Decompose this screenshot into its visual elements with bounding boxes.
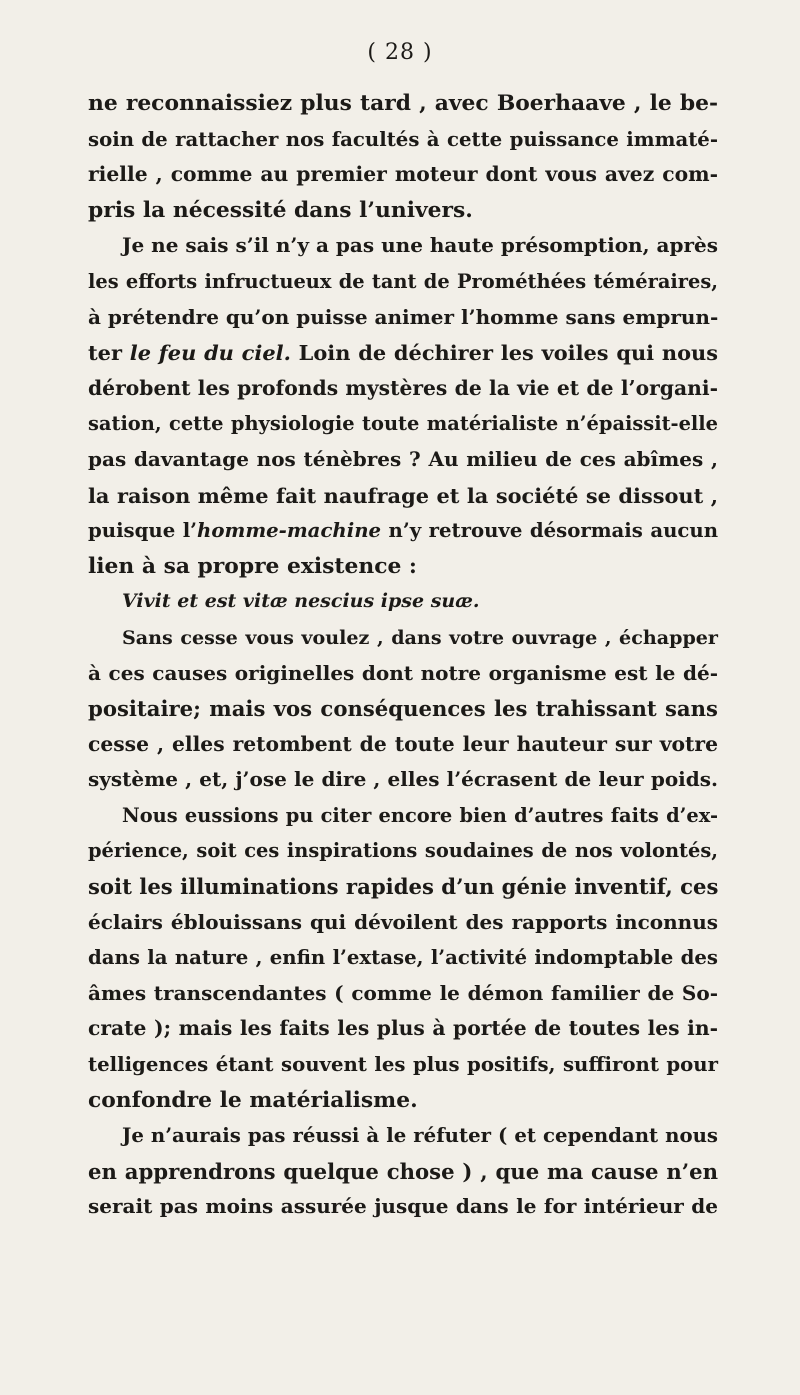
- text-line: pris la nécessité dans l’univers.: [88, 197, 473, 223]
- text-line: pas davantage nos ténèbres ? Au milieu de ces abîmes ,: [88, 446, 718, 471]
- text-line: à ces causes originelles dont notre organisme est le dé-: [88, 660, 718, 685]
- text-line: cesse , elles retombent de toute leur hauteur sur votre: [88, 731, 718, 756]
- italic-phrase: le feu du ciel.: [129, 340, 291, 366]
- text-line: [88, 513, 718, 549]
- text-line: positaire; mais vos conséquences les trahissant sans: [88, 696, 718, 722]
- text-line: confondre le matérialisme.: [88, 1087, 418, 1113]
- text-line: telligences étant souvent les plus positifs, suffiront pour: [88, 1053, 718, 1077]
- text-run: puisque l’: [88, 519, 198, 543]
- text-line: sation, cette physiologie toute matérialiste n’épaissit-elle: [88, 412, 718, 436]
- text-line: lien à sa propre existence :: [88, 553, 417, 579]
- text-line: âmes transcendantes ( comme le démon familier de So-: [88, 980, 718, 1005]
- text-line: éclairs éblouissans qui dévoilent des rapports inconnus: [88, 909, 718, 934]
- text-line: serait pas moins assurée jusque dans le for intérieur de: [88, 1194, 718, 1219]
- italic-phrase: homme-machine: [197, 519, 382, 543]
- text-line: à prétendre qu’on puisse animer l’homme sans emprun-: [88, 304, 719, 329]
- latin-quotation: Vivit et est vitæ nescius ipse suæ.: [122, 590, 480, 613]
- text-line: Je ne sais s’il n’y a pas une haute présomption, après: [122, 233, 718, 258]
- text-line: Je n’aurais pas réussi à le réfuter ( et cependant nous: [122, 1124, 718, 1148]
- text-line: les efforts infructueux de tant de Prométhées téméraires,: [88, 269, 718, 293]
- text-line: Sans cesse vous voulez , dans votre ouvrage , échapper: [122, 625, 718, 649]
- body-text: [88, 86, 718, 1225]
- text-line: la raison même fait naufrage et la société se dissout ,: [88, 482, 718, 508]
- text-line: ne reconnaissiez plus tard , avec Boerhaave , le be-: [88, 91, 718, 116]
- text-line: rielle , comme au premier moteur dont vous avez com-: [88, 162, 718, 187]
- page-number: ( 28 ): [367, 40, 433, 65]
- text-line: périence, soit ces inspirations soudaines de nos volontés,: [88, 839, 718, 863]
- text-line: [88, 335, 718, 371]
- text-line: dérobent les profonds mystères de la vie et de l’organi-: [88, 375, 718, 400]
- text-line: Nous eussions pu citer encore bien d’autres faits d’ex-: [122, 803, 718, 827]
- text-line: crate ); mais les faits les plus à portée de toutes les in-: [88, 1016, 718, 1041]
- text-line: en apprendrons quelque chose ) , que ma cause n’en: [88, 1158, 718, 1184]
- text-line: soin de rattacher nos facultés à cette puissance immaté-: [88, 127, 718, 151]
- text-line: système , et, j’ose le dire , elles l’écrasent de leur poids.: [88, 767, 718, 792]
- text-line: dans la nature , enfin l’extase, l’activité indomptable des: [88, 946, 718, 970]
- text-run: ter: [88, 340, 130, 366]
- text-run: n’y retrouve désormais aucun: [381, 519, 719, 543]
- text-run: Loin de déchirer les voiles qui nous: [290, 340, 718, 366]
- text-line: soit les illuminations rapides d’un génie inventif, ces: [88, 874, 719, 900]
